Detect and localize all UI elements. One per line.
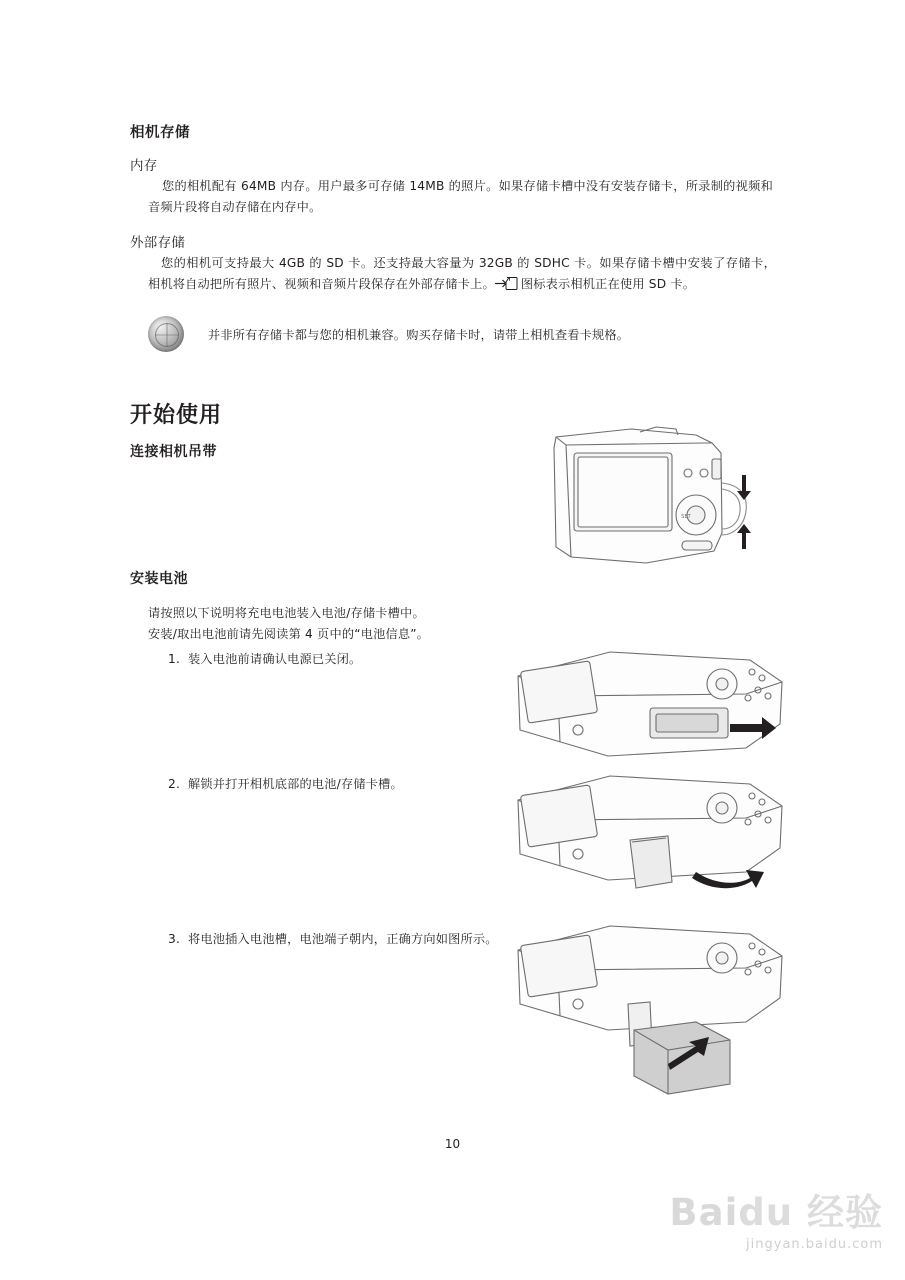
paragraph-external-storage-part2: 图标表示相机正在使用 SD 卡。 (520, 277, 696, 291)
watermark-brand-suffix: 经验 (807, 1191, 883, 1234)
step-1-text: 装入电池前请确认电源已关闭。 (188, 652, 362, 666)
sd-card-icon (495, 276, 521, 291)
step-2-number: 2. (168, 777, 181, 791)
info-globe-icon (148, 316, 184, 352)
step-2-text: 解锁并打开相机底部的电池/存储卡槽。 (188, 777, 403, 791)
note-text: 并非所有存储卡都与您的相机兼容。购买存储卡时，请带上相机查看卡规格。 (208, 328, 630, 342)
page-number: 10 (444, 1137, 461, 1151)
watermark-brand-part1: Bai (669, 1191, 739, 1234)
step-3-text: 将电池插入电池槽，电池端子朝内，正确方向如图所示。 (188, 932, 498, 946)
heading-internal-memory: 内存 (130, 158, 158, 174)
camera-battery-insert-figure (500, 912, 800, 1102)
install-battery-intro-line2: 安装/取出电池前请先阅读第 4 页中的“电池信息”。 (148, 627, 430, 641)
heading-attach-strap: 连接相机吊带 (130, 444, 217, 460)
svg-text:SET: SET (681, 514, 691, 520)
heading-getting-started: 开始使用 (130, 403, 223, 428)
step-3-number: 3. (168, 932, 181, 946)
watermark-url: jingyan.baidu.com (746, 1237, 883, 1252)
camera-bottom-closed-figure (500, 638, 800, 773)
camera-back-with-strap-figure (536, 423, 786, 578)
heading-install-battery: 安装电池 (130, 571, 188, 587)
paragraph-external-storage (148, 253, 776, 295)
watermark-brand (669, 1191, 883, 1234)
paragraph-internal-memory: 您的相机配有 64MB 内存。用户最多可存储 14MB 的照片。如果存储卡槽中没有安装存储卡，所录制的视频和音频片段将自动存储在内存中。 (148, 179, 773, 214)
heading-camera-memory: 相机存储 (130, 125, 190, 141)
watermark (669, 1191, 883, 1252)
paragraph-external-storage-part1: 您的相机可支持最大 4GB 的 SD 卡。还支持最大容量为 32GB 的 SDHC 卡。如果存储卡槽中安装了存储卡，相机将自动把所有照片、视频和音频片段保存在外部存储卡上。 (148, 256, 776, 291)
camera-bottom-open-figure (500, 762, 800, 910)
heading-external-storage: 外部存储 (130, 235, 186, 251)
install-battery-intro-line1: 请按照以下说明将充电电池装入电池/存储卡槽中。 (148, 606, 425, 620)
step-1-number: 1. (168, 652, 181, 666)
watermark-brand-part2: du (738, 1191, 794, 1234)
